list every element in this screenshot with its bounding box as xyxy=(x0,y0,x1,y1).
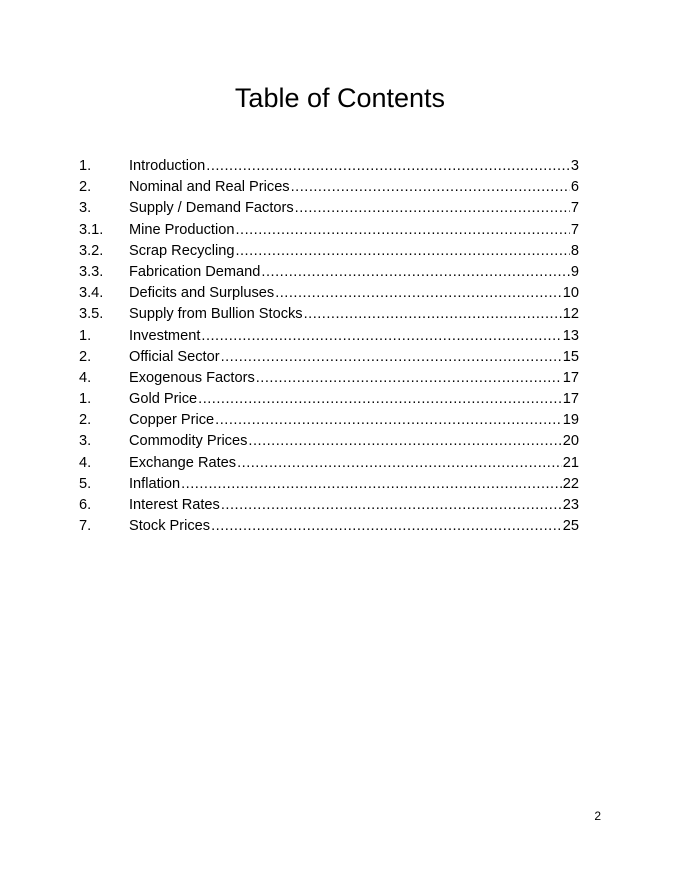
toc-entry-number: 1. xyxy=(79,391,92,408)
toc-entry-page: 15 xyxy=(562,348,579,365)
toc-entry-number: 3.2. xyxy=(79,242,104,259)
toc-entry[interactable] xyxy=(79,495,579,516)
toc-entry[interactable] xyxy=(79,516,579,537)
toc-entry[interactable] xyxy=(79,283,579,304)
dot-leader xyxy=(248,431,561,452)
toc-entry-label: Supply / Demand Factors xyxy=(129,200,294,217)
toc-entry-number: 2. xyxy=(79,412,92,429)
toc-entry[interactable] xyxy=(79,156,579,177)
toc-entry-label: Exogenous Factors xyxy=(129,369,255,386)
dot-leader xyxy=(215,410,562,431)
toc-entry[interactable] xyxy=(79,304,579,325)
toc-entry-page: 10 xyxy=(562,285,579,302)
toc-entry-page: 8 xyxy=(570,242,579,259)
dot-leader xyxy=(206,156,570,177)
dot-leader xyxy=(198,389,562,410)
toc-entry-number: 3. xyxy=(79,433,92,450)
toc-entry-number: 1. xyxy=(79,327,92,344)
toc-entry-label: Scrap Recycling xyxy=(129,242,235,259)
dot-leader xyxy=(211,516,562,537)
toc-entry-page: 23 xyxy=(562,497,579,513)
toc-entry-label: Nominal and Real Prices xyxy=(129,179,290,196)
toc-entry-page: 13 xyxy=(562,327,579,344)
toc-entry-label: Fabrication Demand xyxy=(129,263,261,280)
toc-entry-page: 9 xyxy=(570,263,579,280)
toc-entry-label: Supply from Bullion Stocks xyxy=(129,306,303,323)
toc-entry-label: Inflation xyxy=(129,475,181,492)
toc-entry-number: 3.4. xyxy=(79,285,104,302)
toc-entry-page: 7 xyxy=(570,200,579,217)
toc-entry-label: Gold Price xyxy=(129,391,198,408)
toc-entry[interactable] xyxy=(79,177,579,198)
toc-entry-number: 3.1. xyxy=(79,221,104,238)
dot-leader xyxy=(304,304,562,325)
toc-entry-label: Exchange Rates xyxy=(129,454,237,471)
toc-entry-label: Investment xyxy=(129,327,201,344)
toc-entry-number: 3.5. xyxy=(79,306,104,323)
toc-entry[interactable] xyxy=(79,389,579,410)
toc-entry-label: Official Sector xyxy=(129,348,220,365)
page-number: 2 xyxy=(594,809,601,823)
page-title: Table of Contents xyxy=(234,83,446,113)
toc-entry-label: Copper Price xyxy=(129,412,215,429)
toc-entry-page: 7 xyxy=(570,221,579,238)
toc-entry-page: 6 xyxy=(570,179,579,196)
toc-entry-page: 12 xyxy=(562,306,579,323)
toc-entry[interactable] xyxy=(79,474,579,495)
dot-leader xyxy=(221,495,562,516)
dot-leader xyxy=(201,326,561,347)
dot-leader xyxy=(261,262,569,283)
toc-entry-label: Stock Prices xyxy=(129,518,211,535)
toc-entry-page: 22 xyxy=(562,475,579,492)
toc-entry-page: 21 xyxy=(562,454,579,471)
dot-leader xyxy=(275,283,562,304)
toc-entry[interactable] xyxy=(79,262,579,283)
toc-entry-number: 3.3. xyxy=(79,263,104,280)
toc-entry-number: 4. xyxy=(79,454,92,471)
toc-entry-number: 4. xyxy=(79,369,92,386)
dot-leader xyxy=(291,177,570,198)
toc-entry-label: Interest Rates xyxy=(129,497,220,513)
dot-leader xyxy=(256,368,562,389)
toc-entry-page: 25 xyxy=(562,518,579,535)
toc-entry-number: 7. xyxy=(79,518,92,535)
toc-entry-label: Mine Production xyxy=(129,221,235,238)
toc-entry-label: Commodity Prices xyxy=(129,433,248,450)
dot-leader xyxy=(235,241,569,262)
toc-entry-label: Introduction xyxy=(129,158,206,174)
dot-leader xyxy=(295,198,570,219)
toc-entry-number: 3. xyxy=(79,200,92,217)
dot-leader xyxy=(235,220,569,241)
table-of-contents xyxy=(79,156,579,537)
toc-entry-number: 1. xyxy=(79,158,92,174)
toc-entry[interactable] xyxy=(79,431,579,452)
toc-entry[interactable] xyxy=(79,347,579,368)
dot-leader xyxy=(237,453,562,474)
toc-entry[interactable] xyxy=(79,241,579,262)
toc-entry-page: 20 xyxy=(562,433,579,450)
toc-entry-number: 2. xyxy=(79,348,92,365)
dot-leader xyxy=(181,474,562,495)
toc-entry-page: 17 xyxy=(562,391,579,408)
toc-entry-number: 2. xyxy=(79,179,92,196)
toc-entry[interactable] xyxy=(79,326,579,347)
toc-entry-number: 5. xyxy=(79,475,92,492)
toc-entry-number: 6. xyxy=(79,497,92,513)
toc-entry[interactable] xyxy=(79,220,579,241)
toc-entry[interactable] xyxy=(79,410,579,431)
toc-entry[interactable] xyxy=(79,198,579,219)
dot-leader xyxy=(221,347,562,368)
toc-entry-label: Deficits and Surpluses xyxy=(129,285,275,302)
toc-entry-page: 3 xyxy=(570,158,579,174)
toc-entry[interactable] xyxy=(79,368,579,389)
toc-entry-page: 17 xyxy=(562,369,579,386)
toc-entry-page: 19 xyxy=(562,412,579,429)
toc-entry[interactable] xyxy=(79,453,579,474)
